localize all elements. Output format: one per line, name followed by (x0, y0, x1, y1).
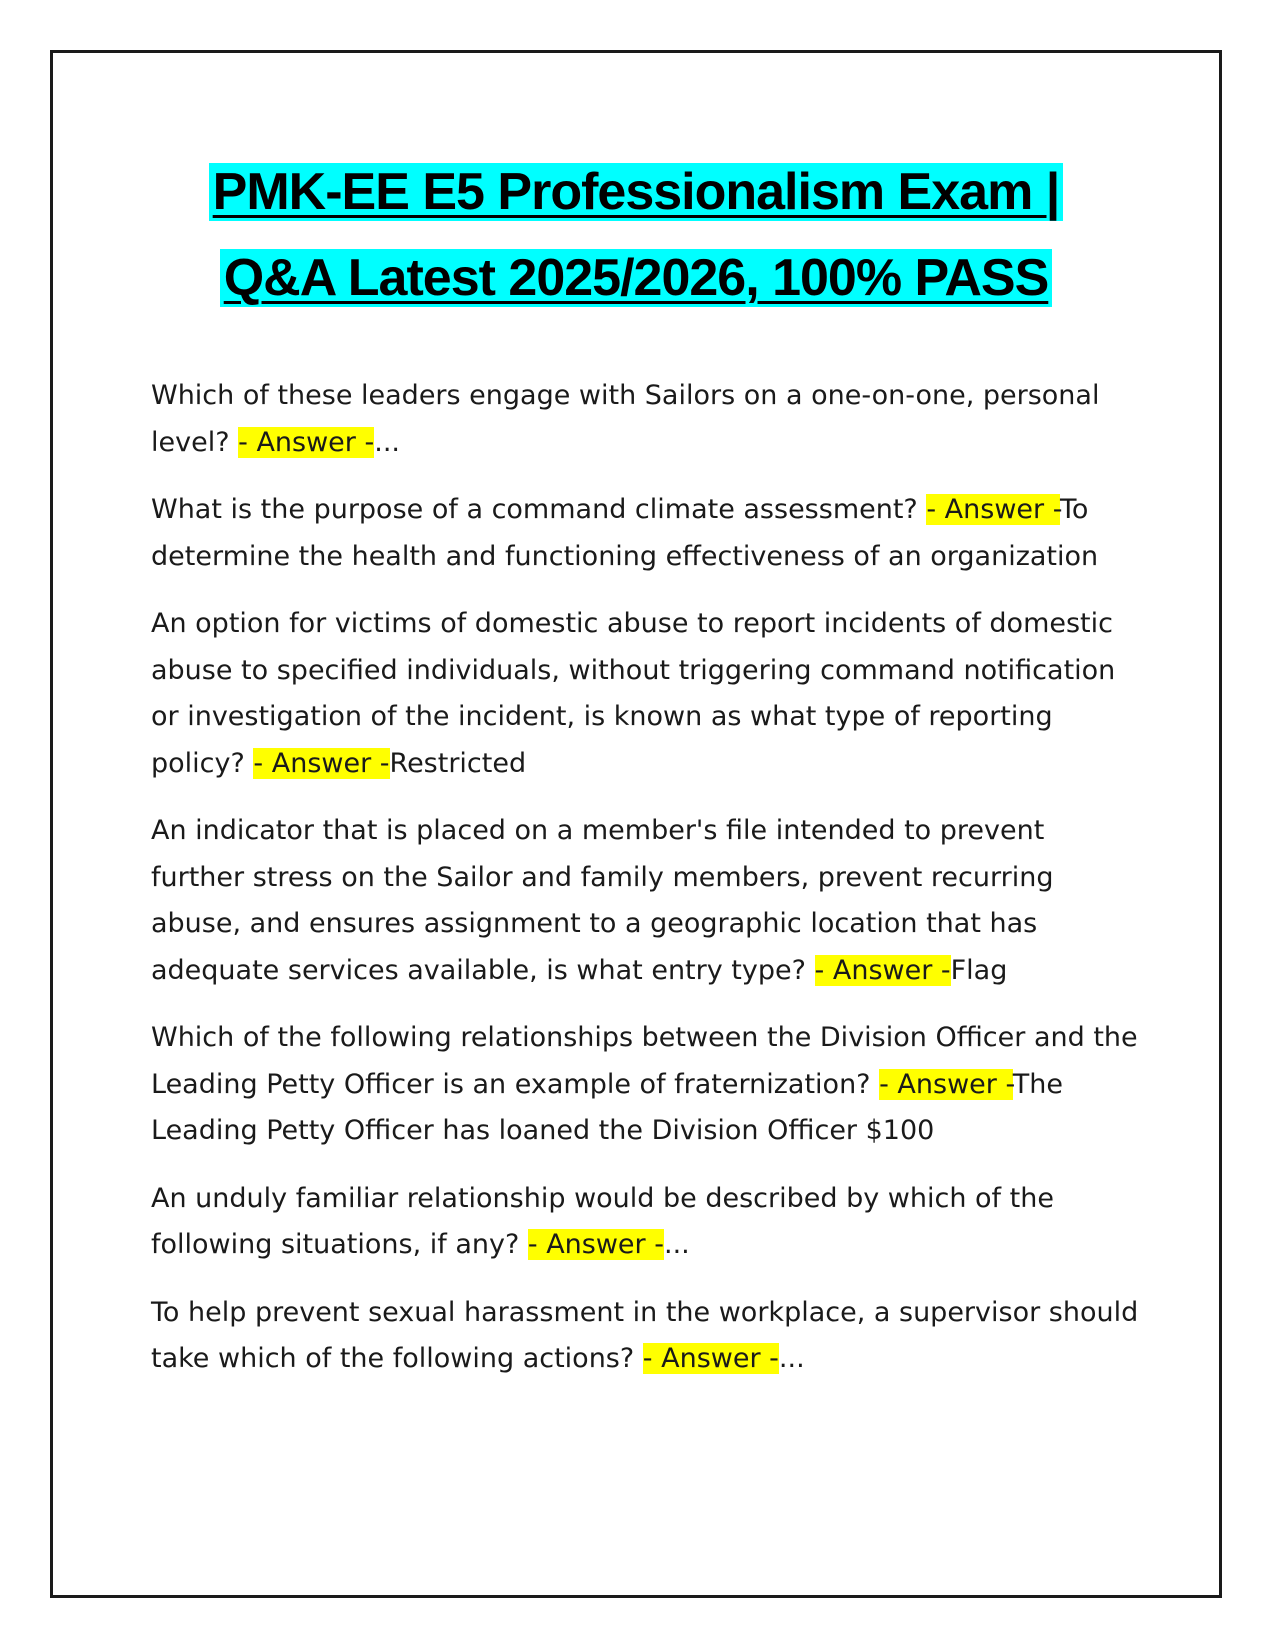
question-text: Which of these leaders engage with Sailors on a one-on-one, personal level? (151, 380, 1100, 458)
document-title (53, 149, 1219, 321)
qa-item-3 (151, 601, 1141, 787)
answer-text: ... (374, 426, 400, 458)
answer-text: ... (778, 1343, 805, 1374)
question-text: Which of the following relationships between the Division Officer and the Leading Petty Officer is an example of fraternization? (151, 1022, 1138, 1100)
answer-text: ... (663, 1229, 690, 1260)
qa-item-5 (151, 1015, 1141, 1155)
page-border (50, 50, 1222, 1598)
answer-text: Restricted (389, 747, 527, 779)
answer-marker: - Answer - (642, 1343, 779, 1374)
answer-text: Flag (950, 954, 1008, 986)
qa-list (151, 373, 1141, 1404)
title-line-2: Q&A Latest 2025/2026, 100% PASS (220, 249, 1053, 307)
qa-item-7 (151, 1290, 1141, 1383)
question-text: An unduly familiar relationship would be described by which of the following situations, if any? (151, 1182, 1054, 1260)
qa-item-2 (151, 487, 1141, 580)
answer-marker: - Answer - (814, 954, 951, 986)
question-text: To help prevent sexual harassment in the workplace, a supervisor should take which of the following actions? (151, 1296, 1139, 1374)
answer-marker: - Answer - (926, 494, 1060, 525)
answer-text: To determine the health and functioning effectiveness of an organization (151, 494, 1099, 572)
question-text: What is the purpose of a command climate assessment? (151, 494, 927, 525)
qa-item-4 (151, 808, 1141, 994)
question-text: An indicator that is placed on a member's file intended to prevent further stress on the Sailor and family members, prevent recurring abuse, and ensures assignment to a geographic location that has adequate services available, is what entry type? (151, 815, 1054, 986)
answer-text: The Leading Petty Officer has loaned the Division Officer $100 (151, 1068, 1063, 1146)
answer-marker: - Answer - (527, 1229, 664, 1260)
answer-marker: - Answer - (879, 1068, 1013, 1100)
answer-marker: - Answer - (253, 747, 390, 779)
answer-marker: - Answer - (238, 426, 375, 458)
qa-item-1 (151, 373, 1141, 466)
qa-item-6 (151, 1176, 1141, 1269)
question-text: An option for victims of domestic abuse to report incidents of domestic abuse to specified individuals, without triggering command notification or investigation of the incident, is known as what type of reporting policy? (151, 608, 1116, 779)
title-line-1: PMK-EE E5 Professionalism Exam | (209, 163, 1064, 221)
